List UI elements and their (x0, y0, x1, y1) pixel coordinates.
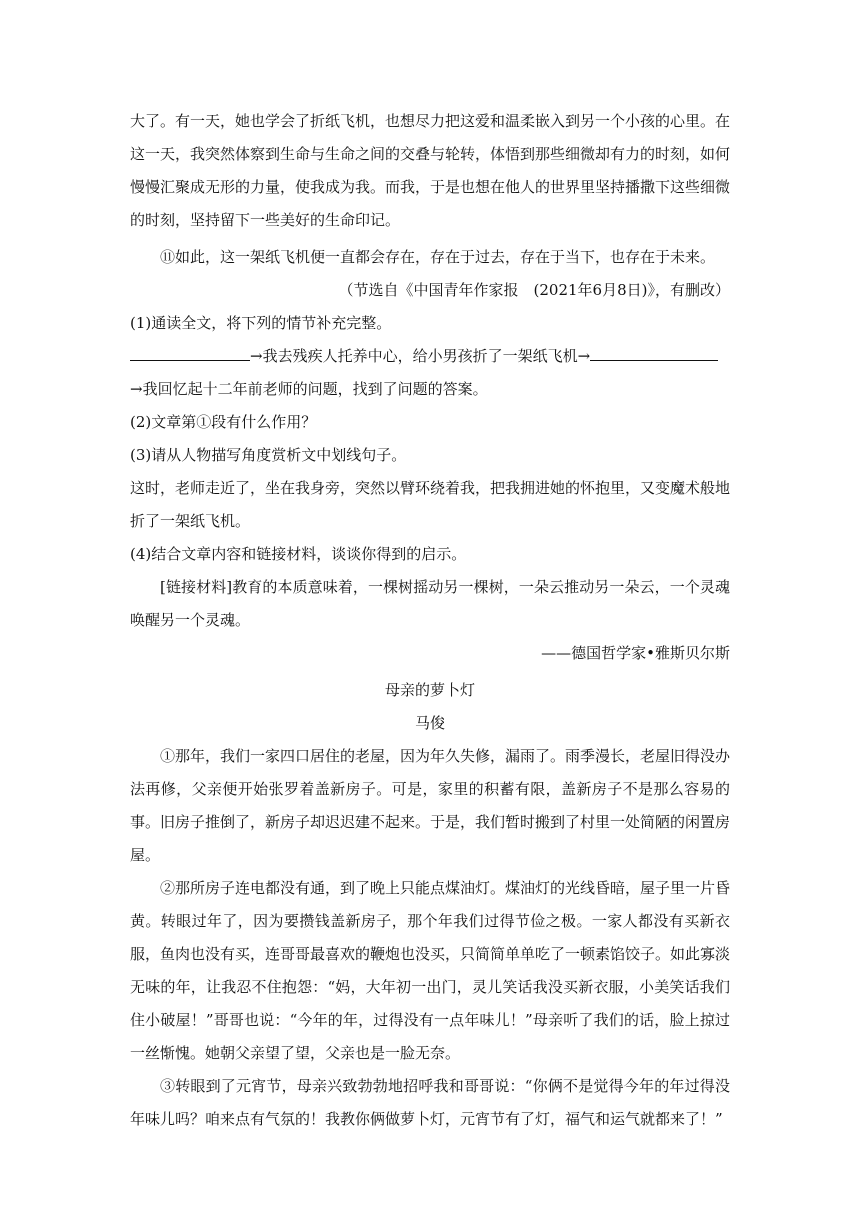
question-1: (1)通读全文，将下列的情节补充完整。 (130, 314, 392, 332)
question-3-sentence: 这时，老师走近了，坐在我身旁，突然以臂环绕着我，把我拥进她的怀抱里，又变魔术般地折了一架纸飞机。 (130, 479, 731, 530)
passage1-source: （节选自《中国青年作家报 (2021年6月8日)》，有删改） (338, 281, 730, 299)
question-2: (2)文章第①段有什么作用？ (130, 413, 317, 431)
passage2-paragraph-3: ③转眼到了元宵节，母亲兴致勃勃地招呼我和哥哥说：“你俩不是觉得今年的年过得没年味儿吗？咱来点有气氛的！我教你俩做萝卜灯，元宵节有了灯，福气和运气就都来了！” (130, 1077, 730, 1128)
passage2-author: 马俊 (414, 714, 445, 732)
link-material-author: ——德国哲学家•雅斯贝尔斯 (541, 644, 730, 662)
question-4: (4)结合文章内容和链接材料，谈谈你得到的启示。 (130, 545, 467, 563)
answer-blank-1[interactable] (130, 346, 250, 361)
question-1-flow-middle: →我去残疾人托养中心，给小男孩折了一架纸飞机→ (250, 347, 591, 365)
passage2-paragraph-1: ①那年，我们一家四口居住的老屋，因为年久失修，漏雨了。雨季漫长，老屋旧得没办法再修，父亲便开始张罗着盖新房子。可是，家里的积蓄有限，盖新房子不是那么容易的事。旧房子推倒了，新房子却迟迟建不起来。于是，我们暂时搬到了村里一处简陋的闲置房屋。 (130, 747, 731, 864)
question-1-flow (130, 340, 730, 373)
passage1-paragraph-continued: 大了。有一天，她也学会了折纸飞机，也想尽力把这爱和温柔嵌入到另一个小孩的心里。在这一天，我突然体察到生命与生命之间的交叠与轮转，体悟到那些细微却有力的时刻，如何慢慢汇聚成无形的力量，使我成为我。而我，于是也想在他人的世界里坚持播撒下这些细微的时刻，坚持留下一些美好的生命印记。 (130, 112, 731, 229)
passage1-paragraph-11: ⑪如此，这一架纸飞机便一直都会存在，存在于过去，存在于当下，也存在于未来。 (160, 248, 716, 266)
question-3: (3)请从人物描写角度赏析文中划线句子。 (130, 446, 407, 464)
answer-blank-2[interactable] (590, 346, 718, 361)
passage2-title: 母亲的萝卜灯 (384, 681, 475, 699)
document-page (130, 105, 730, 1136)
passage2-paragraph-2: ②那所房子连电都没有通，到了晚上只能点煤油灯。煤油灯的光线昏暗，屋子里一片昏黄。转眼过年了，因为要攒钱盖新房子，那个年我们过得节俭之极。一家人都没有买新衣服，鱼肉也没有买，连哥哥最喜欢的鞭炮也没买，只简简单单吃了一顿素馅饺子。如此寡淡无味的年，让我忍不住抱怨：“妈，大年初一出门，灵儿笑话我没买新衣服，小美笑话我们住小破屋！”哥哥也说：“今年的年，过得没有一点年味儿！”母亲听了我们的话，脸上掠过一丝惭愧。她朝父亲望了望，父亲也是一脸无奈。 (130, 879, 731, 1062)
question-1-flow-end: →我回忆起十二年前老师的问题，找到了问题的答案。 (130, 380, 488, 398)
link-material: [链接材料]教育的本质意味着，一棵树摇动另一棵树，一朵云推动另一朵云，一个灵魂唤醒另一个灵魂。 (130, 578, 730, 629)
